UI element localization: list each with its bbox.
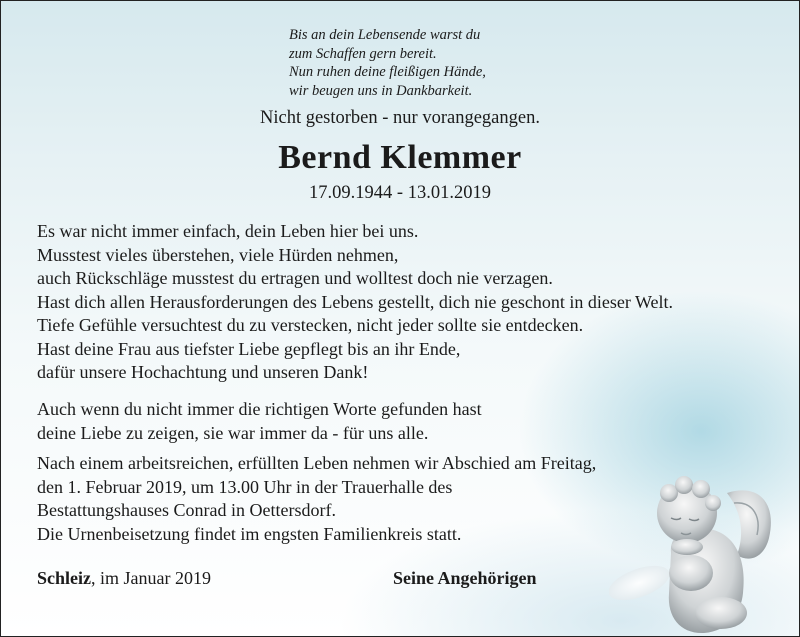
place: Schleiz: [37, 568, 91, 588]
life-dates: 17.09.1944 - 13.01.2019: [309, 183, 491, 203]
text-line: Hast deine Frau aus tiefster Liebe gepflegt bis an ihr Ende,: [37, 338, 461, 359]
deceased-name: Bernd Klemmer: [278, 139, 522, 176]
text-line: Bestattungshauses Conrad in Oettersdorf.: [37, 500, 336, 520]
verse-line: zum Schaffen gern bereit.: [289, 45, 437, 62]
motto: Nicht gestorben - nur vorangegangen.: [260, 108, 540, 128]
text-line: deine Liebe zu zeigen, sie war immer da - für uns alle.: [37, 422, 429, 443]
verse: [289, 26, 589, 100]
paragraph-love: [37, 398, 777, 445]
paragraph-tribute: [37, 220, 777, 385]
text-line: Es war nicht immer einfach, dein Leben hier bei uns.: [37, 221, 419, 241]
place-date: [37, 568, 211, 589]
text-line: Die Urnenbeisetzung findet im engsten Familienkreis statt.: [37, 523, 462, 544]
text-line: Auch wenn du nicht immer die richtigen Worte gefunden hast: [37, 399, 482, 419]
verse-line: wir beugen uns in Dankbarkeit.: [289, 82, 473, 99]
signature: Seine Angehörigen: [393, 568, 537, 588]
date: , im Januar 2019: [91, 568, 211, 588]
text-line: auch Rückschläge musstest du ertragen und wolltest doch nie verzagen.: [37, 268, 553, 288]
angel-figurine-icon: [609, 463, 789, 635]
verse-line: Bis an dein Lebensende warst du: [289, 27, 481, 43]
text-line: dafür unsere Hochachtung und unseren Dank!: [37, 362, 369, 382]
text-line: Hast dich allen Herausforderungen des Lebens gestellt, dich nie geschont in dieser Welt.: [37, 291, 674, 312]
text-line: Nach einem arbeitsreichen, erfüllten Leben nehmen wir Abschied am Freitag,: [37, 453, 597, 473]
text-line: Musstest vieles überstehen, viele Hürden nehmen,: [37, 244, 399, 265]
verse-line: Nun ruhen deine fleißigen Hände,: [289, 64, 486, 80]
text-line: den 1. Februar 2019, um 13.00 Uhr in der Trauerhalle des: [37, 476, 453, 497]
text-line: Tiefe Gefühle versuchtest du zu verstecken, nicht jeder sollte sie entdecken.: [37, 315, 584, 335]
